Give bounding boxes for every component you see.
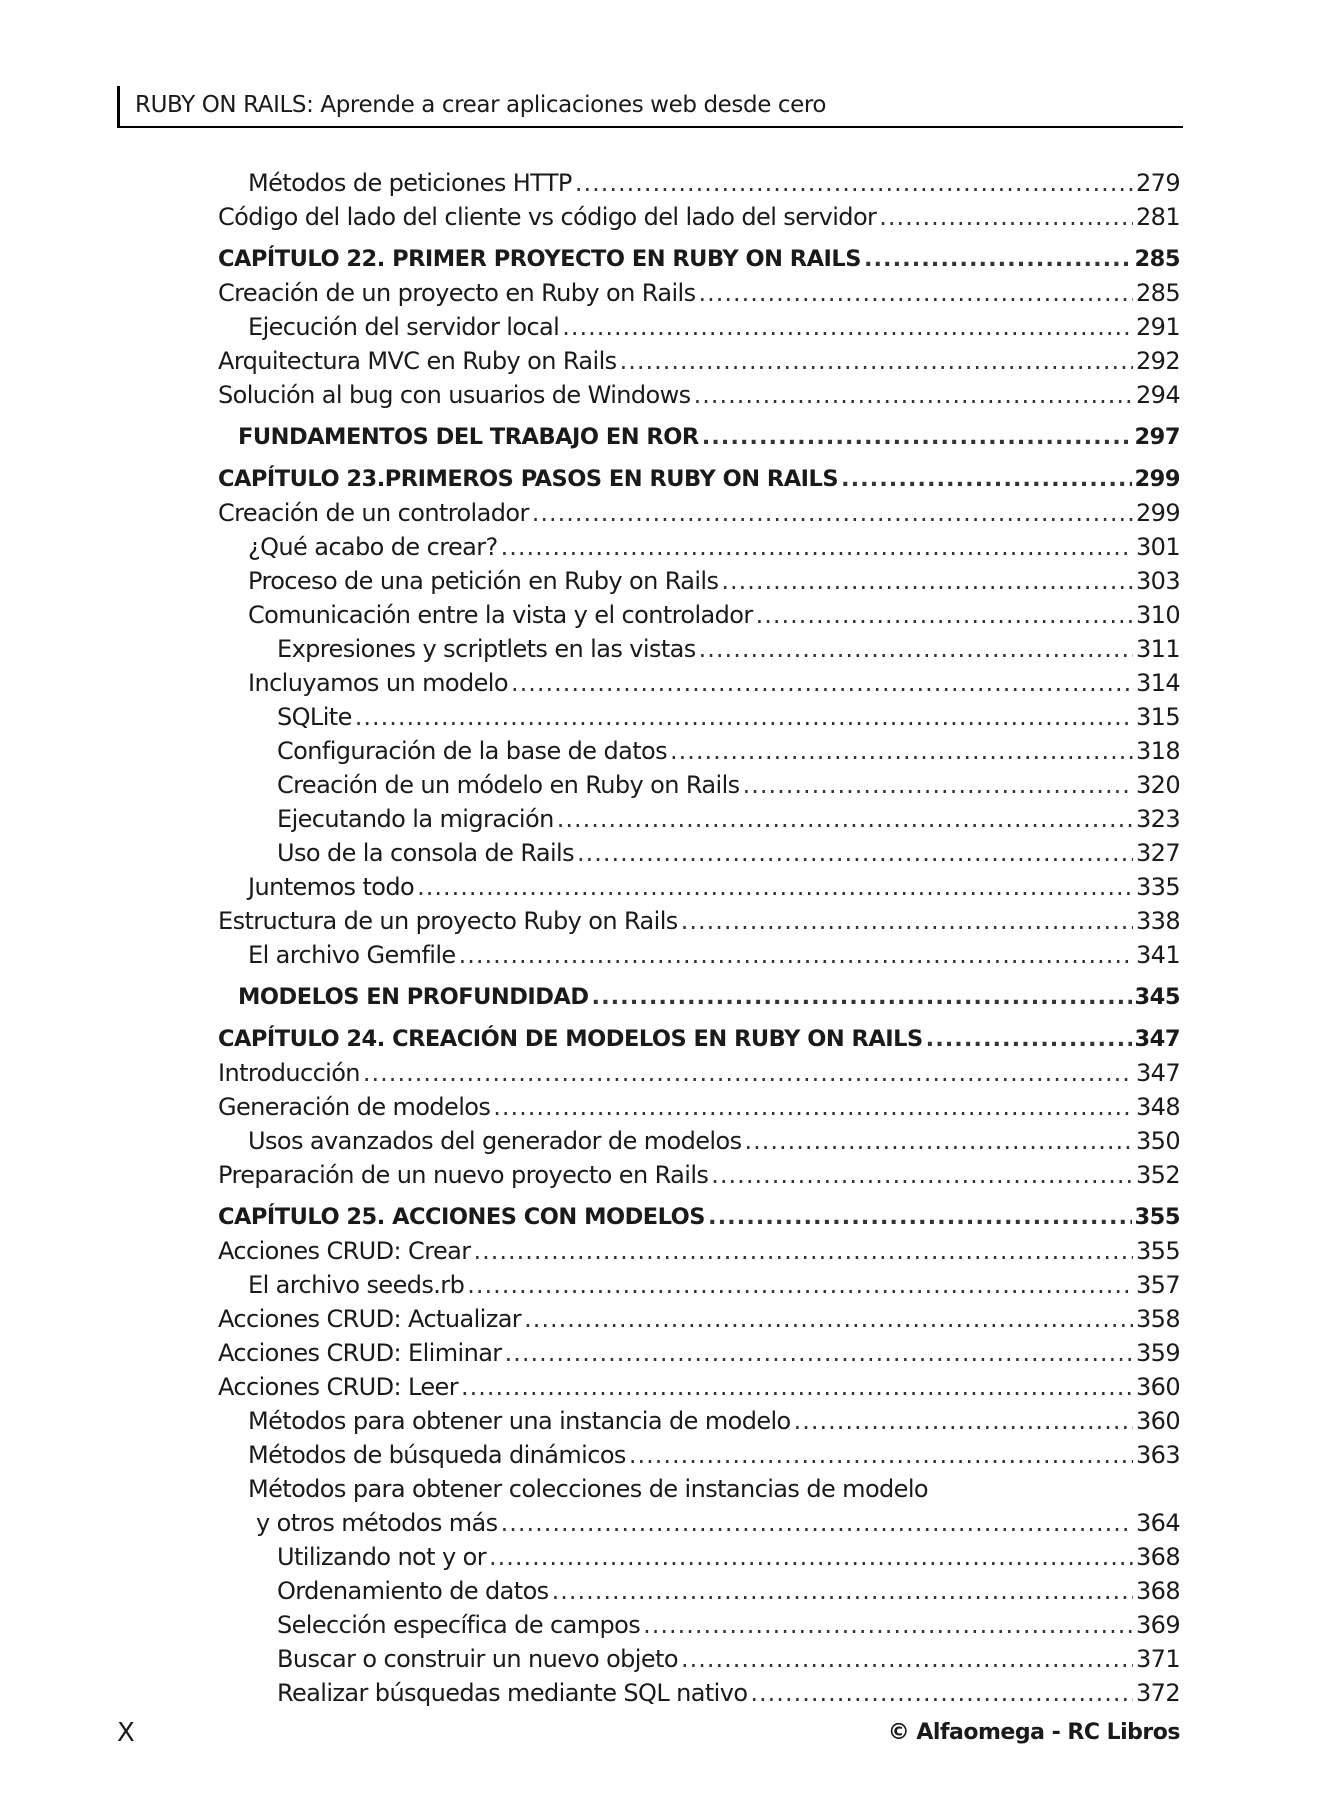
header-title: RUBY ON RAILS: Aprende a crear aplicaciones web desde cero — [135, 92, 827, 118]
toc-entry[interactable] — [218, 378, 1180, 412]
dot-leader — [501, 1506, 1133, 1540]
toc-entry-page: 323 — [1135, 805, 1180, 833]
toc-entry-title: Creación de un controlador — [218, 499, 529, 527]
toc-entry-page: 294 — [1135, 381, 1180, 409]
toc-entry-title: Ejecución del servidor local — [248, 313, 560, 341]
toc-entry-page: 335 — [1135, 873, 1180, 901]
page-number: X — [117, 1718, 135, 1748]
toc-entry[interactable] — [218, 1268, 1180, 1302]
toc-entry-page: 341 — [1135, 941, 1180, 969]
toc-entry-title: Acciones CRUD: Actualizar — [218, 1305, 522, 1333]
toc-entry[interactable] — [218, 1438, 1180, 1472]
toc-entry-page: 299 — [1135, 499, 1180, 527]
toc-entry-title: CAPÍTULO 23.PRIMEROS PASOS EN RUBY ON RAILS — [218, 466, 839, 492]
toc-entry-page: 345 — [1134, 984, 1180, 1010]
toc-entry[interactable] — [218, 310, 1180, 344]
toc-entry-page: 372 — [1135, 1679, 1180, 1707]
toc-entry[interactable] — [218, 530, 1180, 564]
toc-entry-title: FUNDAMENTOS DEL TRABAJO EN ROR — [238, 424, 699, 450]
toc-entry-page: 347 — [1134, 1026, 1180, 1052]
toc-entry-title: Métodos para obtener colecciones de instancias de modelo — [248, 1475, 928, 1503]
toc-entry-page: 299 — [1134, 466, 1180, 492]
toc-entry-title: Ordenamiento de datos — [277, 1577, 549, 1605]
dot-leader — [575, 166, 1133, 200]
toc-entry-title: Métodos para obtener una instancia de modelo — [248, 1407, 791, 1435]
dot-leader — [743, 768, 1133, 802]
toc-entry-title: SQLite — [277, 703, 352, 731]
toc-entry-title: CAPÍTULO 22. PRIMER PROYECTO EN RUBY ON RAILS — [218, 246, 861, 272]
toc-entry[interactable] — [218, 734, 1180, 768]
toc-entry-page: 285 — [1135, 279, 1180, 307]
toc-entry[interactable] — [218, 802, 1180, 836]
toc-entry-page: 279 — [1135, 169, 1180, 197]
toc-entry-title: Arquitectura MVC en Ruby on Rails — [218, 347, 617, 375]
toc-entry[interactable] — [218, 1676, 1180, 1710]
dot-leader — [467, 1268, 1133, 1302]
toc-entry[interactable] — [218, 1124, 1180, 1158]
toc-section-heading[interactable] — [218, 1022, 1180, 1056]
toc-entry-page: 327 — [1135, 839, 1180, 867]
toc-entry-page: 311 — [1135, 635, 1180, 663]
toc-entry[interactable] — [218, 344, 1180, 378]
dot-leader — [552, 1574, 1133, 1608]
toc-entry-title: Estructura de un proyecto Ruby on Rails — [218, 907, 678, 935]
dot-leader — [694, 378, 1133, 412]
toc-entry-title: Realizar búsquedas mediante SQL nativo — [277, 1679, 748, 1707]
toc-entry[interactable] — [218, 904, 1180, 938]
toc-entry[interactable] — [218, 836, 1180, 870]
toc-entry-title: Utilizando not y or — [277, 1543, 486, 1571]
toc-entry-page: 355 — [1135, 1237, 1180, 1265]
toc-entry[interactable] — [218, 200, 1180, 234]
toc-entry-title: Acciones CRUD: Leer — [218, 1373, 458, 1401]
toc-entry-title: El archivo Gemfile — [248, 941, 456, 969]
toc-entry-page: 320 — [1135, 771, 1180, 799]
dot-leader — [489, 1540, 1133, 1574]
toc-entry-title: MODELOS EN PROFUNDIDAD — [238, 984, 589, 1010]
toc-entry[interactable] — [218, 598, 1180, 632]
toc-entry-page: 350 — [1135, 1127, 1180, 1155]
dot-leader — [501, 530, 1133, 564]
toc-entry[interactable] — [218, 1234, 1180, 1268]
toc-entry[interactable] — [218, 564, 1180, 598]
dot-leader — [417, 870, 1133, 904]
dot-leader — [841, 462, 1132, 496]
dot-leader — [698, 276, 1133, 310]
dot-leader — [744, 1124, 1133, 1158]
toc-entry-title: Buscar o construir un nuevo objeto — [277, 1645, 678, 1673]
toc-entry-page: 371 — [1135, 1645, 1180, 1673]
toc-entry[interactable] — [218, 768, 1180, 802]
dot-leader — [461, 1370, 1133, 1404]
toc-entry-title-continuation: y otros métodos más — [256, 1509, 498, 1537]
toc-section-heading[interactable] — [218, 980, 1180, 1014]
toc-entry-page: 358 — [1135, 1305, 1180, 1333]
toc-entry-page: 368 — [1135, 1577, 1180, 1605]
toc-entry-title: CAPÍTULO 24. CREACIÓN DE MODELOS EN RUBY ON RAILS — [218, 1026, 923, 1052]
toc-entry-title: Creación de un módelo en Ruby on Rails — [277, 771, 740, 799]
toc-entry-title: Métodos de peticiones HTTP — [248, 169, 572, 197]
toc-entry-title: Selección específica de campos — [277, 1611, 641, 1639]
toc-entry[interactable] — [218, 1370, 1180, 1404]
dot-leader — [459, 938, 1133, 972]
toc-entry-page: 364 — [1135, 1509, 1180, 1537]
toc-entry-page: 303 — [1135, 567, 1180, 595]
toc-entry[interactable] — [218, 1056, 1180, 1090]
toc-entry[interactable] — [218, 870, 1180, 904]
toc-entry[interactable] — [218, 1608, 1180, 1642]
toc-entry[interactable] — [218, 666, 1180, 700]
toc-entry-title: Acciones CRUD: Crear — [218, 1237, 471, 1265]
dot-leader — [794, 1404, 1133, 1438]
dot-leader — [511, 666, 1133, 700]
toc-entry-title: Preparación de un nuevo proyecto en Rails — [218, 1161, 709, 1189]
dot-leader — [681, 904, 1133, 938]
toc-entry-continuation[interactable] — [218, 1506, 1180, 1540]
toc-entry-page: 318 — [1135, 737, 1180, 765]
toc-entry-page: 369 — [1135, 1611, 1180, 1639]
toc-entry[interactable] — [218, 1336, 1180, 1370]
toc-entry-page: 292 — [1135, 347, 1180, 375]
toc-entry[interactable] — [218, 632, 1180, 666]
toc-entry-page: 368 — [1135, 1543, 1180, 1571]
toc-entry-title: CAPÍTULO 25. ACCIONES CON MODELOS — [218, 1204, 706, 1230]
toc-entry-page: 291 — [1135, 313, 1180, 341]
dot-leader — [592, 980, 1132, 1014]
toc-entry-title: Expresiones y scriptlets en las vistas — [277, 635, 696, 663]
dot-leader — [355, 700, 1133, 734]
toc-entry-title: El archivo seeds.rb — [248, 1271, 465, 1299]
dot-leader — [557, 802, 1133, 836]
toc-entry[interactable] — [218, 938, 1180, 972]
dot-leader — [473, 1234, 1133, 1268]
toc-entry-title: Métodos de búsqueda dinámicos — [248, 1441, 626, 1469]
dot-leader — [629, 1438, 1133, 1472]
dot-leader — [493, 1090, 1133, 1124]
toc-entry-page: 315 — [1135, 703, 1180, 731]
toc-entry-title: Código del lado del cliente vs código del lado del servidor — [218, 203, 877, 231]
toc-entry-title: Incluyamos un modelo — [248, 669, 508, 697]
toc-entry-page: 281 — [1135, 203, 1180, 231]
dot-leader — [681, 1642, 1133, 1676]
toc-entry-page: 338 — [1135, 907, 1180, 935]
toc-entry[interactable] — [218, 1472, 1180, 1506]
toc-entry-title: Juntemos todo — [248, 873, 415, 901]
toc-section-heading[interactable] — [218, 1200, 1180, 1234]
running-header — [117, 86, 1183, 128]
dot-leader — [505, 1336, 1133, 1370]
toc-entry-title: Introducción — [218, 1059, 360, 1087]
toc-entry-title: ¿Qué acabo de crear? — [248, 533, 498, 561]
toc-entry-title: Ejecutando la migración — [277, 805, 554, 833]
toc-entry[interactable] — [218, 1540, 1180, 1574]
toc-entry-title: Uso de la consola de Rails — [277, 839, 575, 867]
dot-leader — [721, 564, 1133, 598]
toc-entry-page: 355 — [1134, 1204, 1180, 1230]
dot-leader — [524, 1302, 1133, 1336]
toc-entry-page: 359 — [1135, 1339, 1180, 1367]
toc-entry-page: 297 — [1134, 424, 1180, 450]
toc-entry-title: Creación de un proyecto en Ruby on Rails — [218, 279, 696, 307]
toc-section-heading[interactable] — [218, 420, 1180, 454]
toc-entry-page: 360 — [1135, 1373, 1180, 1401]
toc-section-heading[interactable] — [218, 242, 1180, 276]
dot-leader — [363, 1056, 1133, 1090]
toc-entry-title: Generación de modelos — [218, 1093, 491, 1121]
toc-entry-page: 352 — [1135, 1161, 1180, 1189]
toc-entry[interactable] — [218, 1404, 1180, 1438]
toc-entry-page: 357 — [1135, 1271, 1180, 1299]
dot-leader — [620, 344, 1133, 378]
toc-entry-title: Acciones CRUD: Eliminar — [218, 1339, 502, 1367]
dot-leader — [699, 632, 1133, 666]
toc-section-heading[interactable] — [218, 462, 1180, 496]
toc-entry-title: Comunicación entre la vista y el controlador — [248, 601, 753, 629]
dot-leader — [702, 420, 1132, 454]
toc-entry-page: 285 — [1134, 246, 1180, 272]
toc-entry-page: 314 — [1135, 669, 1180, 697]
dot-leader — [708, 1200, 1132, 1234]
dot-leader — [670, 734, 1133, 768]
toc-entry[interactable] — [218, 276, 1180, 310]
dot-leader — [643, 1608, 1133, 1642]
toc-entry[interactable] — [218, 166, 1180, 200]
toc-entry-title: Solución al bug con usuarios de Windows — [218, 381, 691, 409]
toc-entry-page: 310 — [1135, 601, 1180, 629]
toc-entry-page: 347 — [1135, 1059, 1180, 1087]
dot-leader — [750, 1676, 1133, 1710]
toc-entry[interactable] — [218, 1642, 1180, 1676]
toc-entry[interactable] — [218, 1090, 1180, 1124]
dot-leader — [577, 836, 1133, 870]
dot-leader — [926, 1022, 1132, 1056]
dot-leader — [562, 310, 1133, 344]
toc-entry-title: Proceso de una petición en Ruby on Rails — [248, 567, 719, 595]
toc-entry-title: Configuración de la base de datos — [277, 737, 668, 765]
dot-leader — [711, 1158, 1133, 1192]
toc-entry-title: Usos avanzados del generador de modelos — [248, 1127, 742, 1155]
toc-entry-page: 363 — [1135, 1441, 1180, 1469]
publisher-credit: © Alfaomega - RC Libros — [887, 1720, 1180, 1745]
table-of-contents — [218, 166, 1180, 1710]
dot-leader — [756, 598, 1133, 632]
toc-entry-page: 348 — [1135, 1093, 1180, 1121]
toc-entry[interactable] — [218, 496, 1180, 530]
toc-entry-page: 360 — [1135, 1407, 1180, 1435]
dot-leader — [879, 200, 1133, 234]
toc-entry[interactable] — [218, 1158, 1180, 1192]
toc-entry[interactable] — [218, 1302, 1180, 1336]
toc-entry-page: 301 — [1135, 533, 1180, 561]
toc-entry[interactable] — [218, 1574, 1180, 1608]
toc-entry[interactable] — [218, 700, 1180, 734]
dot-leader — [532, 496, 1133, 530]
dot-leader — [864, 242, 1132, 276]
